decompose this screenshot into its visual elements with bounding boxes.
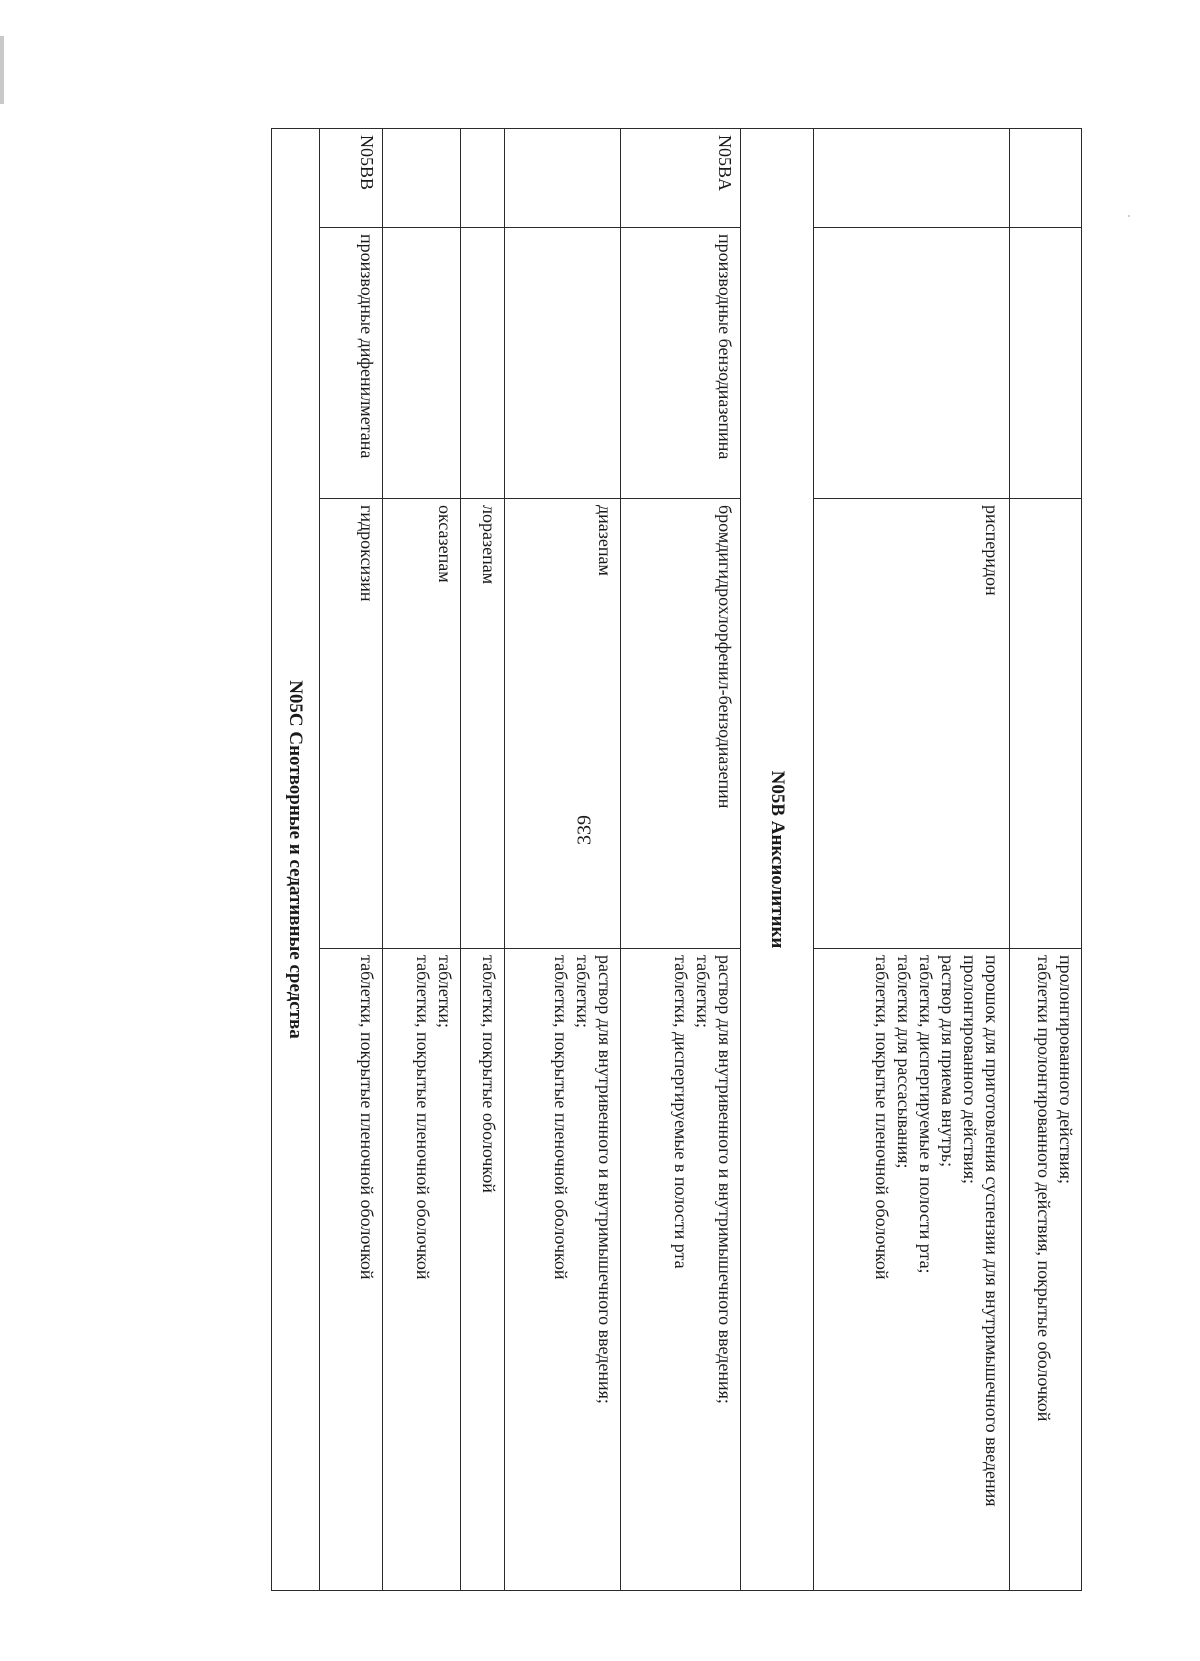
code-cell [1010,129,1082,228]
substance-cell [1010,499,1082,949]
group-cell [461,228,505,499]
forms-cell [1010,949,1082,1591]
section-header-n05c: N05C Снотворные и седативные средства [272,129,320,1591]
forms-cell [814,949,1010,1591]
form-line: раствор для приема внутрь; [938,955,959,1168]
substance-cell: диазепам [505,499,621,949]
form-line: таблетки для рассасывания; [894,955,915,1169]
form-line: пролонгированного действия; [1056,955,1076,1185]
form-line: таблетки, покрытые пленочной оболочкой [551,955,572,1280]
table-row [1010,129,1082,1591]
forms-cell [621,949,741,1591]
forms-cell [320,949,383,1591]
form-line: раствор для внутривенного и внутримышечного введения; [595,955,615,1404]
forms-cell [383,949,461,1591]
table-row [320,129,383,1591]
form-line: таблетки, покрытые пленочной оболочкой [357,955,377,1280]
form-line: таблетки, диспергируемые в полости рта; [916,955,937,1274]
scan-edge-mark [0,36,4,104]
forms-cell [461,949,505,1591]
page-number: 339 [573,815,596,845]
group-cell: производные дифенилметана [320,228,383,499]
form-line: таблетки, диспергируемые в полости рта [671,955,692,1269]
table-row [383,129,461,1591]
group-cell [814,228,1010,499]
form-line: таблетки, покрытые пленочной оболочкой [872,955,893,1280]
form-line: таблетки пролонгированного действия, покрытые оболочкой [1034,955,1055,1422]
code-cell: N05BA [621,129,741,228]
form-line: таблетки; [435,955,455,1029]
code-cell: N05BB [320,129,383,228]
group-cell [505,228,621,499]
form-line: таблетки; [573,955,594,1029]
section-header-n05b: N05B Анксиолитики [741,129,814,1591]
code-cell [505,129,621,228]
form-line: таблетки; [693,955,714,1029]
forms-cell [505,949,621,1591]
code-cell [461,129,505,228]
table-row [505,129,621,1591]
section-header-row [741,129,814,1591]
section-header-row [272,129,320,1591]
form-line: таблетки, покрытые оболочкой [479,955,499,1193]
table-row [461,129,505,1591]
drug-table [271,128,1082,1591]
group-cell [383,228,461,499]
substance-cell: лоразепам [461,499,505,949]
substance-cell: оксазепам [383,499,461,949]
table-row [814,129,1010,1591]
form-line: таблетки, покрытые пленочной оболочкой [413,955,434,1280]
table-row [621,129,741,1591]
code-cell [383,129,461,228]
group-cell [1010,228,1082,499]
code-cell [814,129,1010,228]
form-line: порошок для приготовления суспензии для внутримышечного введения пролонгированного действия; [960,955,1002,1507]
scan-speck [1128,215,1130,217]
group-cell: производные бензодиазепина [621,228,741,499]
substance-cell: бромдигидрохлорфенил-бензодиазепин [621,499,741,949]
substance-cell: гидроксизин [320,499,383,949]
substance-cell: рисперидон [814,499,1010,949]
form-line: раствор для внутривенного и внутримышечного введения; [715,955,735,1404]
rotated-document [171,128,1082,1590]
